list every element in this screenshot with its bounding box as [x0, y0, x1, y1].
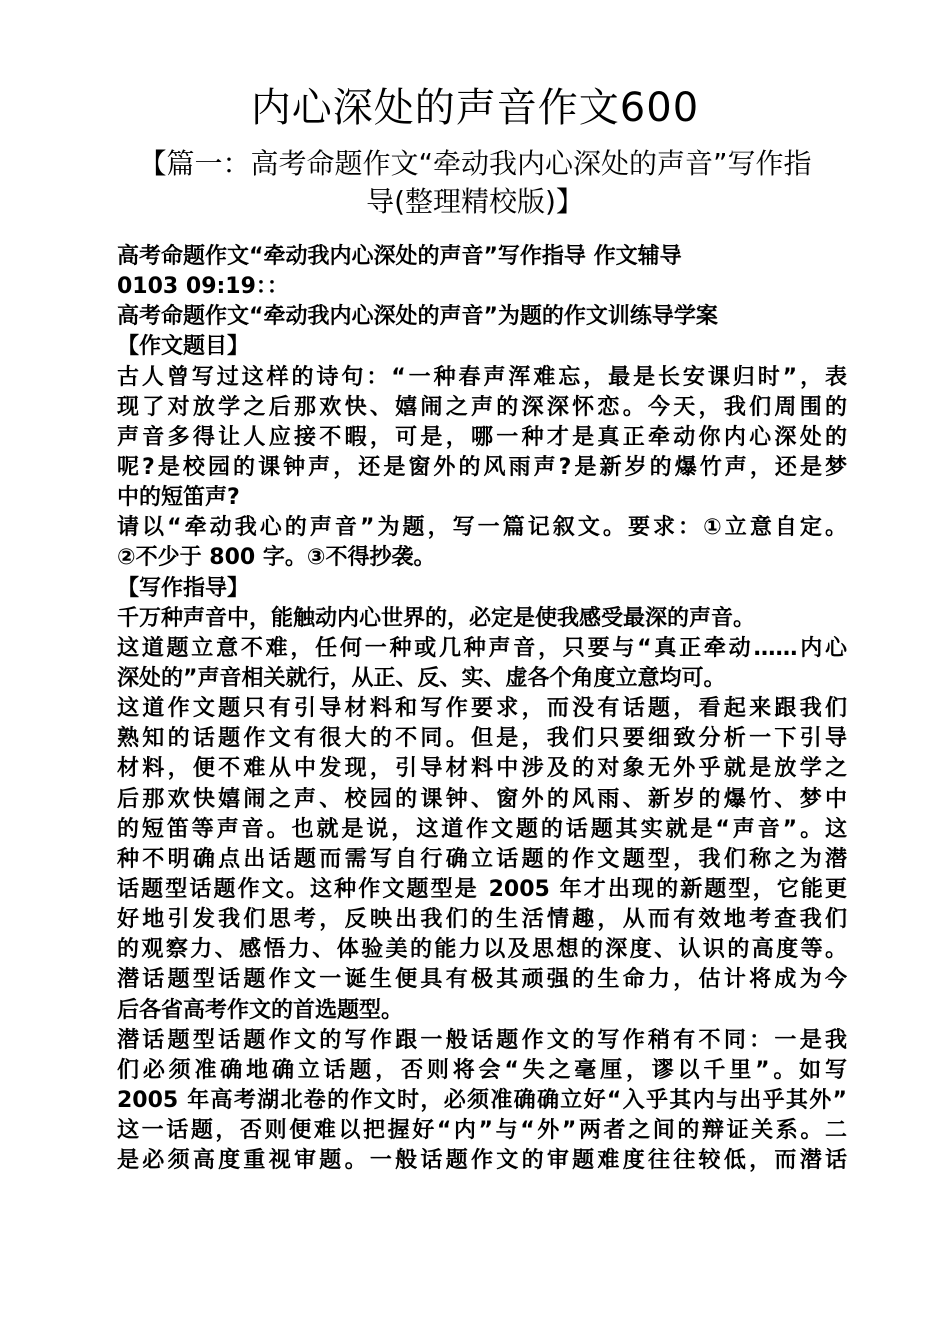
- body-line: 古人曾写过这样的诗句：“一种春声浑难忘，最是长安课归时”，表: [117, 364, 847, 390]
- body-line: 声音多得让人应接不暇，可是，哪一种才是真正牵动你内心深处的: [117, 424, 847, 450]
- document-title: 内心深处的声音作文600: [250, 85, 700, 131]
- body-line: 们必须准确地确立话题，否则将会“失之毫厘，谬以千里”。如写: [117, 1057, 847, 1083]
- body-line: 中的短笛声?: [117, 485, 240, 511]
- body-line: 这道题立意不难，任何一种或几种声音，只要与“真正牵动……内心: [117, 635, 847, 661]
- body-line: 高考命题作文“牵动我内心深处的声音”写作指导 作文辅导: [117, 244, 682, 269]
- body-line: 千万种声音中，能触动内心世界的，必定是使我感受最深的声音。: [117, 605, 756, 631]
- body-line: 呢?是校园的课钟声，还是窗外的风雨声?是新岁的爆竹声，还是梦: [117, 454, 847, 480]
- body-line: 的短笛等声音。也就是说，这道作文题的话题其实就是“声音”。这: [117, 816, 847, 842]
- body-line: 现了对放学之后那欢快、嬉闹之声的深深怀恋。今天，我们周围的: [117, 394, 847, 420]
- body-line: 高考命题作文“牵动我内心深处的声音”为题的作文训练导学案: [117, 304, 718, 330]
- body-line: 好地引发我们思考，反映出我们的生活情趣，从而有效地考查我们: [117, 907, 847, 933]
- body-line: 潜话题型话题作文一诞生便具有极其顽强的生命力，估计将成为今: [117, 967, 847, 993]
- body-line: 2005 年高考湖北卷的作文时，必须准确确立好“入乎其内与出乎其外”: [117, 1087, 847, 1113]
- body-line: 深处的”声音相关就行，从正、反、实、虚各个角度立意均可。: [117, 665, 726, 691]
- document-subtitle: [120, 145, 830, 221]
- body-line: 潜话题型话题作文的写作跟一般话题作文的写作稍有不同：一是我: [117, 1027, 847, 1053]
- document-body: [117, 242, 847, 1176]
- body-line: 请以“牵动我心的声音”为题，写一篇记叙文。要求：①立意自定。: [117, 515, 847, 541]
- body-line: 【写作指导】: [117, 575, 250, 601]
- body-line: 话题型话题作文。这种作文题型是 2005 年才出现的新题型，它能更: [117, 876, 847, 902]
- subtitle-line: 【篇一：高考命题作文“牵动我内心深处的声音”写作指: [138, 147, 812, 180]
- body-line: 【作文题目】: [117, 334, 250, 360]
- body-line: 材料，便不难从中发现，引导材料中涉及的对象无外乎就是放学之: [117, 756, 847, 782]
- subtitle-line: 导(整理精校版)】: [366, 185, 584, 218]
- body-line: 熟知的话题作文有很大的不同。但是，我们只要细致分析一下引导: [117, 726, 847, 752]
- body-line: 0103 09:19：：: [117, 274, 289, 300]
- body-line: 后那欢快嬉闹之声、校园的课钟、窗外的风雨、新岁的爆竹、梦中: [117, 786, 847, 812]
- body-line: 种不明确点出话题而需写自行确立话题的作文题型，我们称之为潜: [117, 846, 847, 872]
- body-line: 这一话题，否则便难以把握好“内”与“外”两者之间的辩证关系。二: [117, 1118, 847, 1144]
- body-line: 这道作文题只有引导材料和写作要求，而没有话题，看起来跟我们: [117, 696, 847, 722]
- body-line: 后各省高考作文的首选题型。: [117, 997, 404, 1023]
- body-line: ②不少于 800 字。③不得抄袭。: [117, 545, 436, 571]
- body-line: 是必须高度重视审题。一般话题作文的审题难度往往较低，而潜话: [117, 1148, 847, 1174]
- body-line: 的观察力、感悟力、体验美的能力以及思想的深度、认识的高度等。: [117, 937, 847, 963]
